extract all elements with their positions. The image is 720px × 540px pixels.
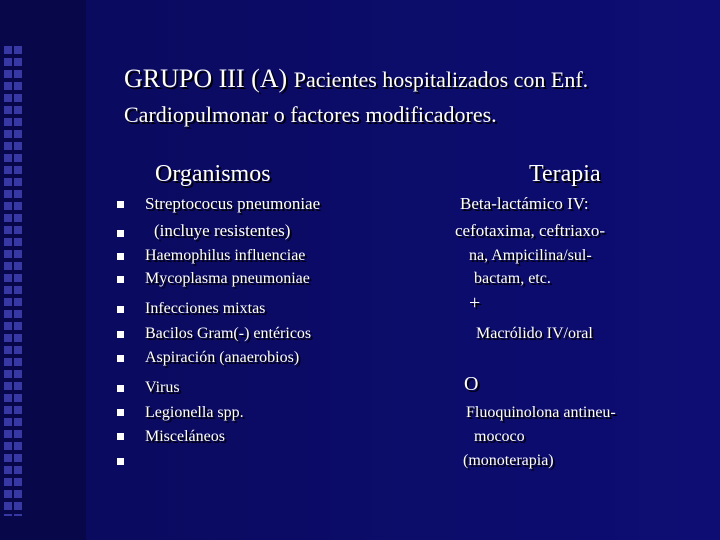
bullet-marker (117, 201, 124, 208)
therapy-line: cefotaxima, ceftriaxo- (455, 221, 606, 240)
strip-squares-col-2 (14, 46, 22, 516)
strip-squares-col-1 (4, 46, 12, 516)
bullet-marker (117, 331, 124, 338)
title-main: GRUPO III (A) (124, 64, 288, 93)
left-decorative-strip (0, 0, 86, 540)
bullet-marker (117, 230, 124, 237)
organism-item: Mycoplasma pneumoniae (145, 270, 310, 287)
organisms-header: Organismos (155, 161, 271, 187)
bullet-marker (117, 385, 124, 392)
organism-item: Streptococus pneumoniae (145, 194, 321, 213)
bullet-marker (117, 458, 124, 465)
therapy-line: (monoterapia) (463, 452, 554, 469)
bullet-marker (117, 409, 124, 416)
bullet-marker (117, 253, 124, 260)
therapy-line: bactam, etc. (474, 270, 551, 287)
therapy-line: Fluoquinolona antineu- (466, 404, 616, 421)
organism-item: Aspiración (anaerobios) (145, 349, 300, 366)
therapy-line: na, Ampicilina/sul- (469, 247, 592, 264)
therapy-line: mococo (474, 428, 525, 445)
organism-item: Misceláneos (145, 428, 225, 445)
organism-item: Legionella spp. (145, 404, 244, 421)
organism-item: Bacilos Gram(-) entéricos (145, 325, 312, 342)
organism-item: Haemophilus influenciae (145, 247, 306, 264)
bullet-marker (117, 355, 124, 362)
bullet-marker (117, 276, 124, 283)
therapy-line: Beta-lactámico IV: (460, 194, 589, 213)
organism-item: Infecciones mixtas (145, 300, 266, 317)
slide-title (124, 64, 588, 95)
organism-item: (incluye resistentes) (154, 221, 291, 240)
organism-item: Virus (145, 379, 180, 396)
title-line-2: Cardiopulmonar o factores modificadores. (124, 102, 497, 127)
therapy-plus: + (469, 292, 481, 314)
bullet-marker (117, 306, 124, 313)
therapy-or: O (464, 373, 479, 395)
title-sub: Pacientes hospitalizados con Enf. (293, 67, 589, 92)
therapy-header: Terapia (529, 161, 601, 187)
bullet-marker (117, 433, 124, 440)
therapy-line: Macrólido IV/oral (476, 325, 593, 342)
